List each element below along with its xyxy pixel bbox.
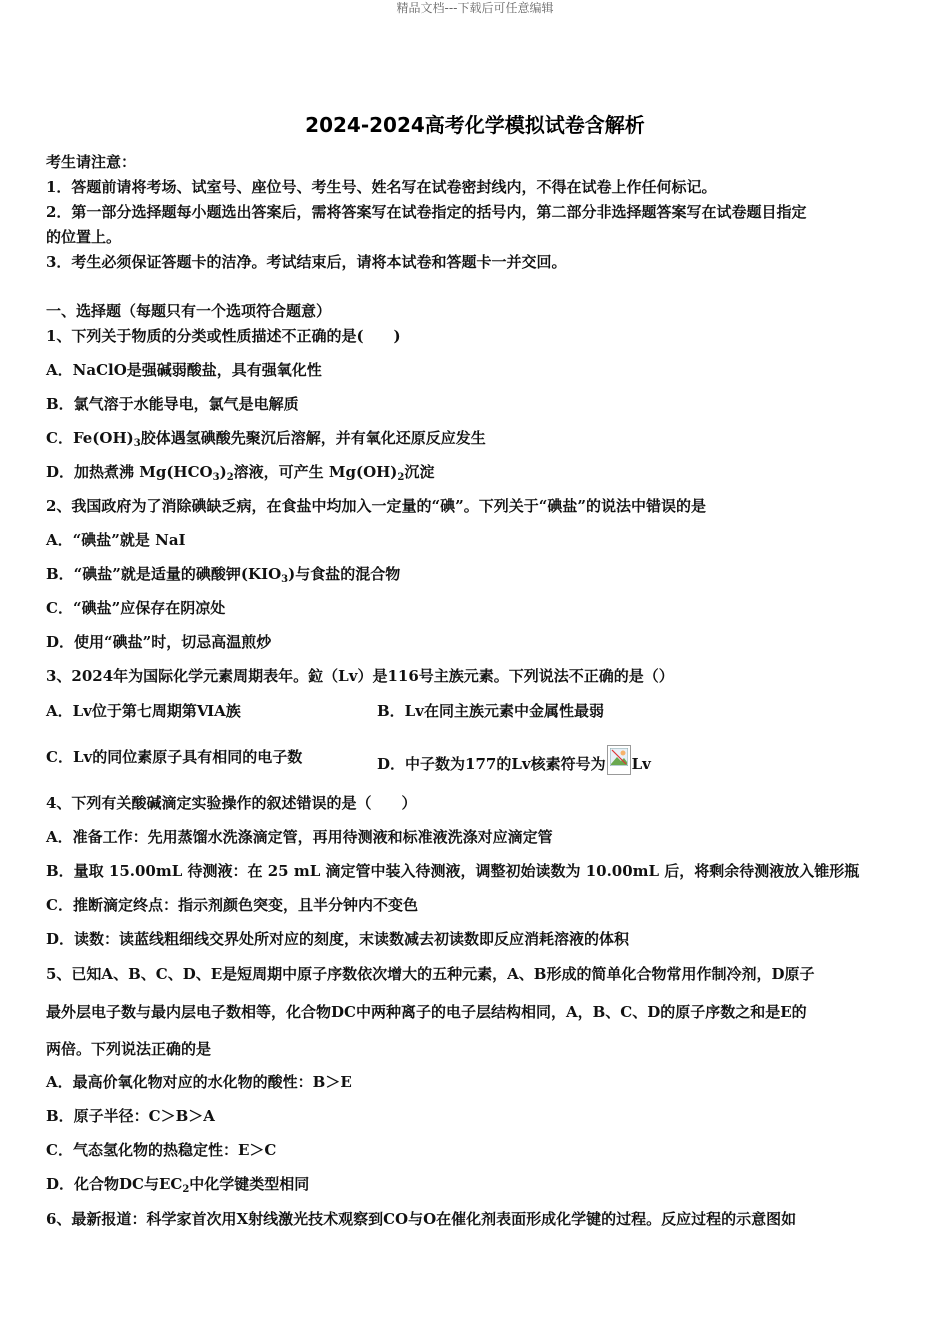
notice-item-3: 3．考生必须保证答题卡的洁净。考试结束后，请将本试卷和答题卡一并交回。 xyxy=(46,253,567,271)
q3-d-symbol: Lv xyxy=(631,755,651,773)
page-title: 2024-2024高考化学模拟试卷含解析 xyxy=(305,113,645,137)
q4-stem: 4、下列有关酸碱滴定实验操作的叙述错误的是（ ） xyxy=(46,794,417,812)
q1-c-subscript: 3 xyxy=(133,438,141,449)
q2-option-c: C．“碘盐”应保存在阴凉处 xyxy=(46,599,226,617)
q5-stem-line-1: 5、已知A、B、C、D、E是短周期中原子序数依次增大的五种元素，A、B形成的简单化合物常用作制冷剂，D原子 xyxy=(46,965,815,983)
q3-option-a: A．Lv位于第七周期第ⅥA族 xyxy=(46,702,241,720)
q4-option-c: C．推断滴定终点：指示剂颜色突变，且半分钟内不变色 xyxy=(46,896,418,914)
q2-stem: 2、我国政府为了消除碘缺乏病，在食盐中均加入一定量的“碘”。下列关于“碘盐”的说法中错误的是 xyxy=(46,497,706,515)
q4-option-d: D．读数：读蓝线粗细线交界处所对应的刻度，末读数减去初读数即反应消耗溶液的体积 xyxy=(46,930,630,948)
q3-options-row-1 xyxy=(46,699,906,723)
q3-stem: 3、2024年为国际化学元素周期表年。鉝（Lv）是116号主族元素。下列说法不正确的是（） xyxy=(46,667,674,685)
notice-heading: 考生请注意： xyxy=(46,153,137,171)
notice-item-2-cont: 的位置上。 xyxy=(46,228,122,246)
q1-option-d xyxy=(46,460,434,484)
q1-stem: 1、下列关于物质的分类或性质描述不正确的是( ) xyxy=(46,327,401,345)
q3-d-text: D．中子数为177的Lv核素符号为 xyxy=(377,755,606,773)
q1-c-text: C．Fe(OH) xyxy=(46,429,134,447)
q1-option-b: B．氯气溶于水能导电，氯气是电解质 xyxy=(46,395,299,413)
q4-option-a: A．准备工作：先用蒸馏水洗涤滴定管，再用待测液和标准液洗涤对应滴定管 xyxy=(46,828,553,846)
q5-stem-line-3: 两倍。下列说法正确的是 xyxy=(46,1040,212,1058)
q2-option-a: A．“碘盐”就是 NaI xyxy=(46,531,186,549)
broken-image-icon xyxy=(607,745,631,775)
section-heading: 一、选择题（每题只有一个选项符合题意） xyxy=(46,302,332,320)
q2-b-text-end: )与食盐的混合物 xyxy=(288,565,401,583)
q3-option-d xyxy=(377,745,651,776)
notice-item-2: 2．第一部分选择题每小题选出答案后，需将答案写在试卷指定的括号内，第二部分非选择题答案写在试卷题目指定 xyxy=(46,203,807,221)
q5-d-text-end: 中化学键类型相同 xyxy=(189,1175,310,1193)
q3-options-row-2 xyxy=(46,745,906,773)
q5-option-a: A．最高价氧化物对应的水化物的酸性：B＞E xyxy=(46,1073,352,1091)
q5-option-d xyxy=(46,1172,309,1196)
q2-option-b xyxy=(46,562,400,586)
notice-item-1: 1．答题前请将考场、试室号、座位号、考生号、姓名写在试卷密封线内，不得在试卷上作任何标记。 xyxy=(46,178,717,196)
q5-option-b: B．原子半径：C＞B＞A xyxy=(46,1107,215,1125)
q2-option-d: D．使用“碘盐”时，切忌高温煎炒 xyxy=(46,633,272,651)
q1-d-mid2: 溶液，可产生 Mg(OH) xyxy=(233,463,398,481)
q5-stem-line-2: 最外层电子数与最内层电子数相等，化合物DC中两种离子的电子层结构相同，A，B、C、D的原子序数之和是E的 xyxy=(46,1003,807,1021)
q1-option-c xyxy=(46,426,486,450)
q1-d-text: D．加热煮沸 Mg(HCO xyxy=(46,463,213,481)
q6-stem: 6、最新报道：科学家首次用X射线激光技术观察到CO与O在催化剂表面形成化学键的过程。反应过程的示意图如 xyxy=(46,1210,797,1228)
q4-option-b: B．量取 15.00mL 待测液：在 25 mL 滴定管中装入待测液，调整初始读数为 10.00mL 后，将剩余待测液放入锥形瓶 xyxy=(46,862,860,880)
q1-d-sub2: 2 xyxy=(226,472,234,483)
q5-option-c: C．气态氢化物的热稳定性：E＞C xyxy=(46,1141,277,1159)
q1-d-sub3: 2 xyxy=(397,472,405,483)
q1-d-mid: ) xyxy=(219,463,227,481)
header-watermark: 精品文档---下载后可任意编辑 xyxy=(396,1,554,15)
q3-option-b: B．Lv在同主族元素中金属性最弱 xyxy=(377,702,604,720)
q1-d-sub1: 3 xyxy=(212,472,220,483)
q1-c-text-end: 胶体遇氢碘酸先聚沉后溶解，并有氧化还原反应发生 xyxy=(140,429,486,447)
q2-b-text: B．“碘盐”就是适量的碘酸钾(KIO xyxy=(46,565,282,583)
q1-option-a: A．NaClO是强碱弱酸盐，具有强氧化性 xyxy=(46,361,322,379)
q2-b-subscript: 3 xyxy=(281,574,289,585)
q5-d-subscript: 2 xyxy=(182,1184,190,1195)
q5-d-text: D．化合物DC与EC xyxy=(46,1175,183,1193)
q1-d-text-end: 沉淀 xyxy=(404,463,435,481)
q3-option-c: C．Lv的同位素原子具有相同的电子数 xyxy=(46,748,303,766)
